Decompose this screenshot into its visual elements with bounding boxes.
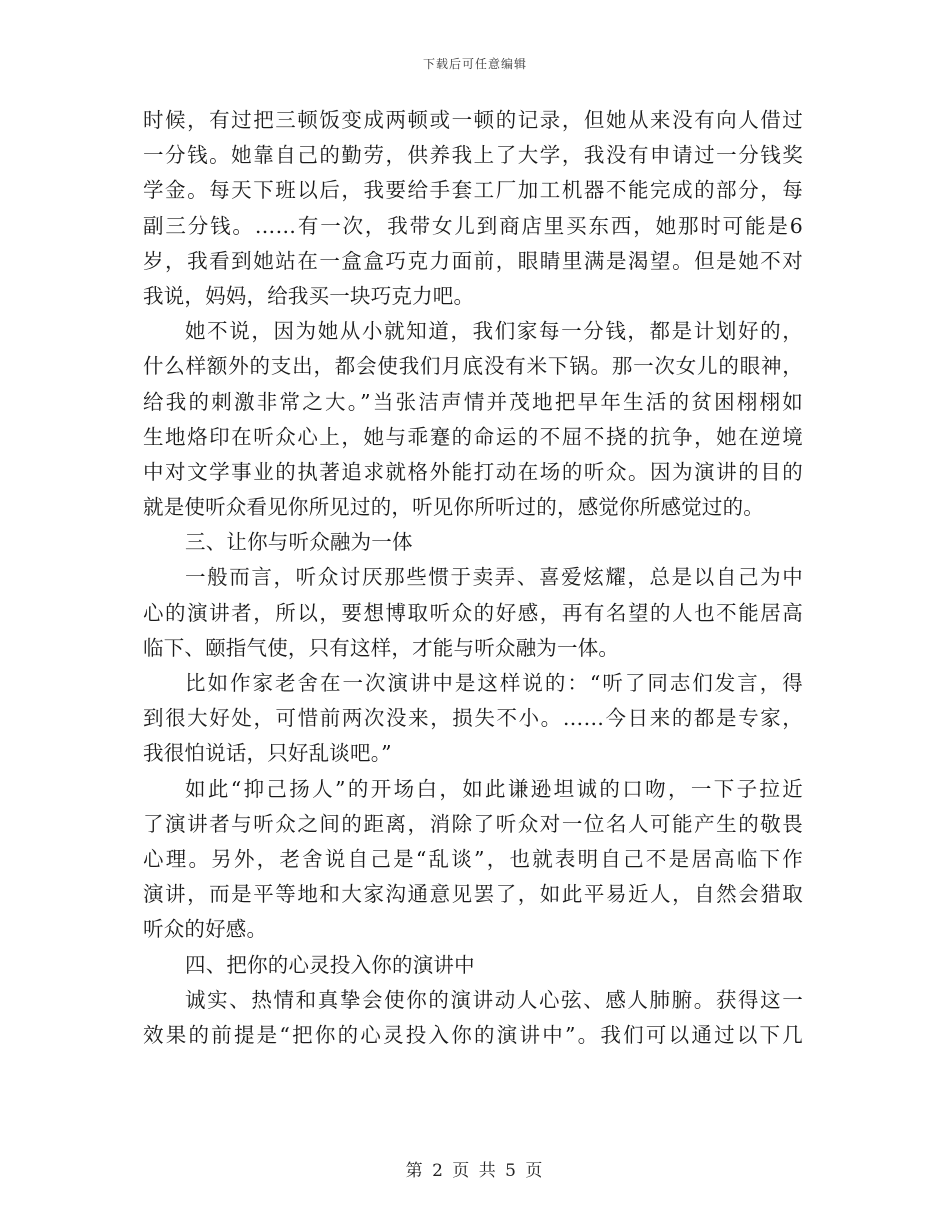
text-line: 副三分钱。……有一次，我带女儿到商店里买东西，她那时可能是6 — [143, 213, 803, 238]
text-line: 一般而言，听众讨厌那些惯于卖弄、喜爱炫耀，总是以自己为中 — [185, 565, 803, 590]
text-line: 诚实、热情和真挚会使你的演讲动人心弦、感人肺腑。获得这一 — [185, 987, 803, 1012]
text-line: 岁，我看到她站在一盒盒巧克力面前，眼睛里满是渴望。但是她不对 — [143, 248, 803, 273]
text-line: 心理。另外，老舍说自己是“乱谈”，也就表明自己不是居高临下作 — [143, 846, 803, 871]
text-line: 什么样额外的支出，都会使我们月底没有米下锅。那一次女儿的眼神， — [143, 354, 803, 379]
page-header: 下载后可任意编辑 — [422, 57, 527, 71]
text-line: 如此“抑己扬人”的开场白，如此谦逊坦诚的口吻，一下子拉近 — [185, 776, 803, 801]
text-line: 四、把你的心灵投入你的演讲中 — [185, 952, 475, 977]
text-line: 她不说，因为她从小就知道，我们家每一分钱，都是计划好的， — [185, 319, 803, 344]
text-line: 就是使听众看见你所见过的，听见你所听过的，感觉你所感觉过的。 — [143, 495, 764, 520]
text-line: 学金。每天下班以后，我要给手套工厂加工机器不能完成的部分，每 — [143, 178, 803, 203]
text-line: 一分钱。她靠自己的勤劳，供养我上了大学，我没有申请过一分钱奖 — [143, 143, 803, 168]
document-body — [143, 103, 803, 1053]
text-line: 了演讲者与听众之间的距离，消除了听众对一位名人可能产生的敬畏 — [143, 811, 803, 836]
text-line: 演讲，而是平等地和大家沟通意见罢了，如此平易近人，自然会猎取 — [143, 882, 803, 907]
text-line: 时候，有过把三顿饭变成两顿或一顿的记录，但她从来没有向人借过 — [143, 108, 803, 132]
text-line: 到很大好处，可惜前两次没来，损失不小。……今日来的都是专家， — [143, 706, 803, 731]
page-number: 第 2 页 共 5 页 — [405, 1161, 545, 1181]
text-line: 我说，妈妈，给我买一块巧克力吧。 — [143, 283, 475, 308]
text-line: 心的演讲者，所以，要想博取听众的好感，再有名望的人也不能居高 — [143, 600, 803, 625]
text-line: 听众的好感。 — [143, 917, 268, 942]
text-line: 我很怕说话，只好乱谈吧。” — [143, 741, 392, 766]
text-line: 效果的前提是“把你的心灵投入你的演讲中”。我们可以通过以下几 — [143, 1022, 803, 1047]
text-line: 临下、颐指气使，只有这样，才能与听众融为一体。 — [143, 635, 620, 660]
text-line: 生地烙印在听众心上，她与乖蹇的命运的不屈不挠的抗争，她在逆境 — [143, 424, 803, 449]
text-line: 中对文学事业的执著追求就格外能打动在场的听众。因为演讲的目的 — [143, 459, 803, 484]
text-line: 比如作家老舍在一次演讲中是这样说的：“听了同志们发言，得 — [185, 671, 803, 695]
text-line: 三、让你与听众融为一体 — [185, 530, 413, 555]
text-line: 给我的刺激非常之大。”当张洁声情并茂地把早年生活的贫困栩栩如 — [143, 389, 803, 414]
